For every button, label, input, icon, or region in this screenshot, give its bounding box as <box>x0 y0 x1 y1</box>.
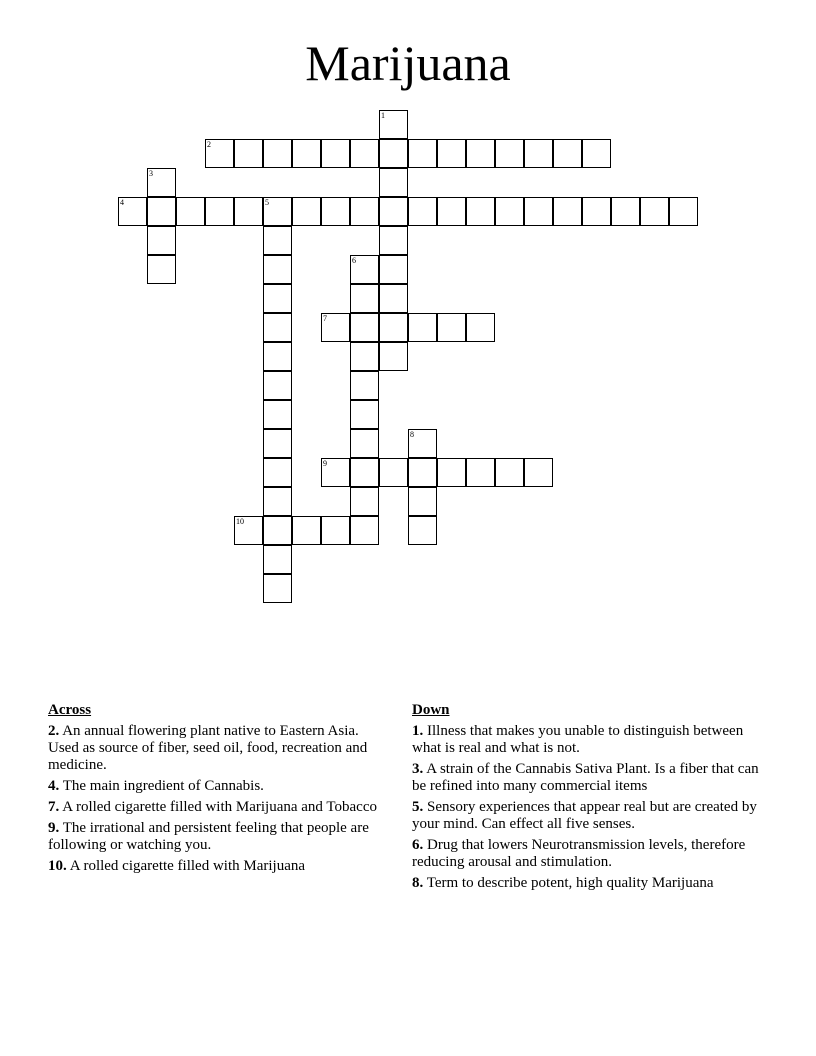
grid-cell[interactable] <box>466 458 495 487</box>
clue-number: 9. <box>48 820 60 836</box>
grid-cell[interactable] <box>234 516 263 545</box>
grid-cell[interactable] <box>292 197 321 226</box>
grid-cell[interactable] <box>466 197 495 226</box>
grid-cell[interactable] <box>379 226 408 255</box>
down-clue <box>412 723 762 757</box>
grid-cell[interactable] <box>205 197 234 226</box>
grid-cell[interactable] <box>292 516 321 545</box>
grid-cell[interactable] <box>321 197 350 226</box>
grid-cell[interactable] <box>263 255 292 284</box>
puzzle-title: Marijuana <box>305 35 511 91</box>
grid-cell[interactable] <box>379 284 408 313</box>
down-clue <box>412 799 762 833</box>
clue-number: 7. <box>48 799 60 815</box>
grid-cell[interactable] <box>611 197 640 226</box>
grid-cell[interactable] <box>408 487 437 516</box>
across-clue <box>48 723 388 774</box>
grid-cell[interactable] <box>350 487 379 516</box>
grid-cell[interactable] <box>495 139 524 168</box>
clue-number: 3. <box>412 761 424 777</box>
grid-cell[interactable] <box>263 313 292 342</box>
clue-number-label: 10 <box>236 517 244 526</box>
grid-cell[interactable] <box>524 458 553 487</box>
across-heading: Across <box>48 702 92 718</box>
grid-cell[interactable] <box>263 429 292 458</box>
clue-number: 8. <box>412 875 424 891</box>
grid-cell[interactable] <box>524 139 553 168</box>
clue-number-label: 4 <box>120 198 124 207</box>
grid-cell[interactable] <box>640 197 669 226</box>
grid-cell[interactable] <box>147 168 176 197</box>
grid-cell[interactable] <box>379 139 408 168</box>
grid-cell[interactable] <box>350 284 379 313</box>
grid-cell[interactable] <box>379 458 408 487</box>
grid-cell[interactable] <box>437 458 466 487</box>
grid-cell[interactable] <box>263 487 292 516</box>
clue-number: 10. <box>48 858 67 874</box>
grid-cell[interactable] <box>350 139 379 168</box>
grid-cell[interactable] <box>263 516 292 545</box>
grid-cell[interactable] <box>350 342 379 371</box>
grid-cell[interactable] <box>205 139 234 168</box>
grid-cell[interactable] <box>350 197 379 226</box>
grid-cell[interactable] <box>437 197 466 226</box>
clue-number-label: 9 <box>323 459 327 468</box>
clue-number: 5. <box>412 799 424 815</box>
grid-cell[interactable] <box>408 458 437 487</box>
grid-cell[interactable] <box>408 197 437 226</box>
grid-cell[interactable] <box>408 313 437 342</box>
grid-cell[interactable] <box>263 197 292 226</box>
grid-cell[interactable] <box>234 197 263 226</box>
grid-cell[interactable] <box>408 139 437 168</box>
grid-cell[interactable] <box>176 197 205 226</box>
clue-number-label: 1 <box>381 111 385 120</box>
grid-cell[interactable] <box>582 139 611 168</box>
grid-cell[interactable] <box>321 458 350 487</box>
grid-cell[interactable] <box>553 197 582 226</box>
clue-number-label: 2 <box>207 140 211 149</box>
grid-cell[interactable] <box>437 313 466 342</box>
across-clue <box>48 778 388 795</box>
grid-cell[interactable] <box>263 458 292 487</box>
grid-cell[interactable] <box>379 342 408 371</box>
down-clues <box>412 702 762 896</box>
clue-text: A rolled cigarette filled with Marijuana <box>69 858 306 874</box>
clue-number: 2. <box>48 723 60 739</box>
across-clue <box>48 799 388 816</box>
down-heading: Down <box>412 702 450 718</box>
across-clues <box>48 702 388 879</box>
clue-text: A strain of the Cannabis Sativa Plant. Is a fiber that can be refined into many commercial items <box>412 761 759 794</box>
grid-cell[interactable] <box>582 197 611 226</box>
clue-text: An annual flowering plant native to Eastern Asia. Used as source of fiber, seed oil, food, recreation and medicine. <box>48 723 368 773</box>
clue-number-label: 5 <box>265 198 269 207</box>
grid-cell[interactable] <box>263 342 292 371</box>
clue-number: 1. <box>412 723 424 739</box>
grid-cell[interactable] <box>350 429 379 458</box>
grid-cell[interactable] <box>118 197 147 226</box>
down-clue <box>412 875 762 892</box>
clue-text: Sensory experiences that appear real but are created by your mind. Can effect all five senses. <box>412 799 757 832</box>
grid-cell[interactable] <box>379 110 408 139</box>
grid-cell[interactable] <box>321 516 350 545</box>
grid-cell[interactable] <box>379 313 408 342</box>
grid-cell[interactable] <box>263 284 292 313</box>
clue-number-label: 7 <box>323 314 327 323</box>
clue-number: 4. <box>48 778 60 794</box>
grid-cell[interactable] <box>350 255 379 284</box>
grid-cell[interactable] <box>350 313 379 342</box>
grid-cell[interactable] <box>321 313 350 342</box>
clue-number-label: 8 <box>410 430 414 439</box>
grid-cell[interactable] <box>408 516 437 545</box>
grid-cell[interactable] <box>263 139 292 168</box>
grid-cell[interactable] <box>466 313 495 342</box>
clue-number-label: 3 <box>149 169 153 178</box>
across-clue <box>48 858 388 875</box>
grid-cell[interactable] <box>495 458 524 487</box>
grid-cell[interactable] <box>350 458 379 487</box>
clue-number: 6. <box>412 837 424 853</box>
grid-cell[interactable] <box>263 574 292 603</box>
grid-cell[interactable] <box>495 197 524 226</box>
grid-cell[interactable] <box>408 429 437 458</box>
grid-cell[interactable] <box>379 168 408 197</box>
clue-number-label: 6 <box>352 256 356 265</box>
grid-cell[interactable] <box>234 139 263 168</box>
grid-cell[interactable] <box>147 255 176 284</box>
clue-text: The irrational and persistent feeling that people are following or watching you. <box>48 820 369 853</box>
grid-cell[interactable] <box>379 255 408 284</box>
grid-cell[interactable] <box>263 545 292 574</box>
grid-cell[interactable] <box>669 197 698 226</box>
grid-cell[interactable] <box>379 197 408 226</box>
grid-cell[interactable] <box>350 400 379 429</box>
clue-text: A rolled cigarette filled with Marijuana and Tobacco <box>62 799 377 815</box>
clue-text: Illness that makes you unable to distinguish between what is real and what is not. <box>412 723 744 756</box>
grid-cell[interactable] <box>147 197 176 226</box>
grid-cell[interactable] <box>553 139 582 168</box>
grid-cell[interactable] <box>321 139 350 168</box>
grid-cell[interactable] <box>263 400 292 429</box>
grid-cell[interactable] <box>263 371 292 400</box>
grid-cell[interactable] <box>350 516 379 545</box>
clue-text: The main ingredient of Cannabis. <box>62 778 264 794</box>
grid-cell[interactable] <box>524 197 553 226</box>
grid-cell[interactable] <box>263 226 292 255</box>
clue-text: Term to describe potent, high quality Marijuana <box>426 875 714 891</box>
grid-cell[interactable] <box>350 371 379 400</box>
grid-cell[interactable] <box>147 226 176 255</box>
down-clue <box>412 761 762 795</box>
grid-cell[interactable] <box>466 139 495 168</box>
grid-cell[interactable] <box>292 139 321 168</box>
clue-text: Drug that lowers Neurotransmission levels, therefore reducing arousal and stimulation. <box>412 837 746 870</box>
down-clue <box>412 837 762 871</box>
across-clue <box>48 820 388 854</box>
grid-cell[interactable] <box>437 139 466 168</box>
